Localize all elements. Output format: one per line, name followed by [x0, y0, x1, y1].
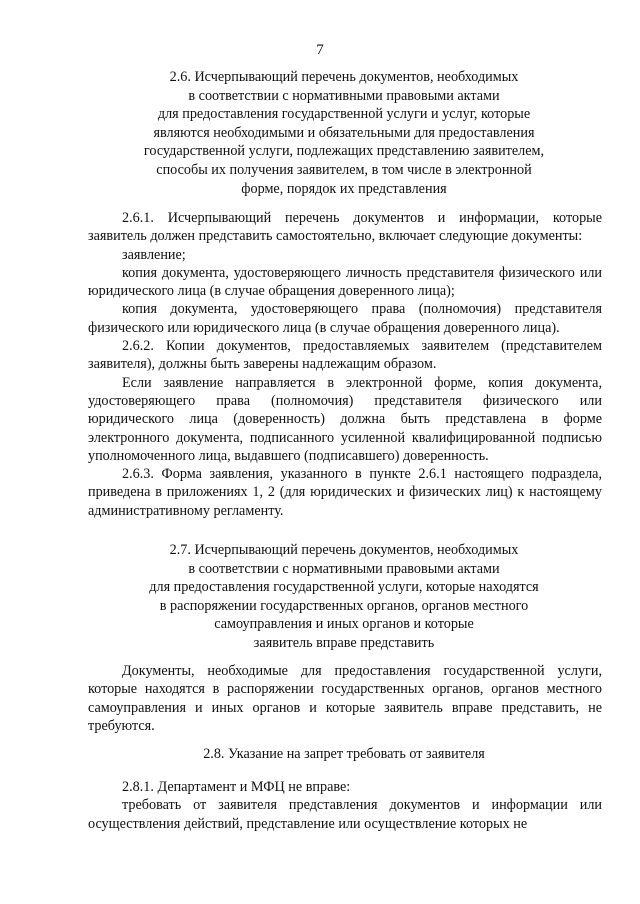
section-2-8-heading [88, 745, 600, 764]
paragraph-2-6-2: 2.6.2. Копии документов, предоставляемых заявителем (представителем заявителя), должны быть заверены надлежащим образом. [88, 338, 602, 373]
heading-line: в распоряжении государственных органов, органов местного [159, 597, 529, 614]
heading-line: 2.8. Указание на запрет требовать от заявителя [203, 746, 485, 762]
paragraph-authority-copy: копия документа, удостоверяющего права (полномочия) представителя физического или юридического лица (в случае обращения доверенного лица). [88, 301, 602, 336]
heading-line: государственной услуги, подлежащих представлению заявителем, [143, 143, 545, 160]
heading-line: в соответствии с нормативными правовыми актами [188, 87, 500, 104]
paragraph-identity-copy: копия документа, удостоверяющего личность представителя физического или юридического лица (в случае обращения доверенного лица); [88, 264, 602, 300]
paragraph-prohibition: требовать от заявителя представления документов и информации или осуществления действий, представление или осуществление которых не [88, 797, 602, 832]
heading-line: заявитель вправе представить [253, 634, 435, 651]
heading-line: способы их получения заявителем, в том числе в электронной [156, 161, 532, 178]
heading-line: в соответствии с нормативными правовыми актами [188, 560, 500, 577]
heading-line: форме, порядок их представления [241, 180, 447, 197]
heading-line: 2.7. Исчерпывающий перечень документов, необходимых [169, 542, 519, 558]
section-2-8-body [88, 778, 602, 833]
paragraph-2-6-1: 2.6.1. Исчерпывающий перечень документов и информации, которые заявитель должен представить самостоятельно, включает следующие документы: [88, 210, 602, 245]
section-2-6-heading [88, 68, 600, 198]
heading-line: 2.6. Исчерпывающий перечень документов, необходимых [169, 69, 519, 85]
paragraph-2-6-3: 2.6.3. Форма заявления, указанного в пункте 2.6.1 настоящего подраздела, приведена в приложениях 1, 2 (для юридических и физических лиц) к настоящему административному регламенту. [88, 466, 602, 519]
paragraph-electronic-form: Если заявление направляется в электронной форме, копия документа, удостоверяющего права (полномочия) представителя физического или юридического лица (доверенность) должна быть представлена в форме электронного документа, подписанного усиленной квалифицированной подписью уполномоченного лица, выдавшего (подписавшего) доверенность. [88, 374, 602, 464]
section-2-7-body [88, 662, 602, 735]
heading-line: являются необходимыми и обязательными для предоставления [153, 124, 535, 141]
paragraph-application: заявление; [122, 246, 186, 263]
paragraph-2-8-1: 2.8.1. Департамент и МФЦ не вправе: [122, 779, 351, 795]
heading-line: самоуправления и иных органов и которые [214, 616, 474, 633]
page-number: 7 [316, 42, 324, 58]
section-2-7-heading [88, 541, 600, 653]
section-2-6-body [88, 209, 602, 520]
heading-line: для предоставления государственной услуги, которые находятся [149, 579, 539, 596]
heading-line: для предоставления государственной услуги и услуг, которые [157, 106, 531, 123]
paragraph-2-7: Документы, необходимые для предоставления государственной услуги, которые находятся в распоряжении государственных органов, органов местного самоуправления и иных органов и которые заявитель вправе представить, не требуются. [88, 663, 602, 734]
